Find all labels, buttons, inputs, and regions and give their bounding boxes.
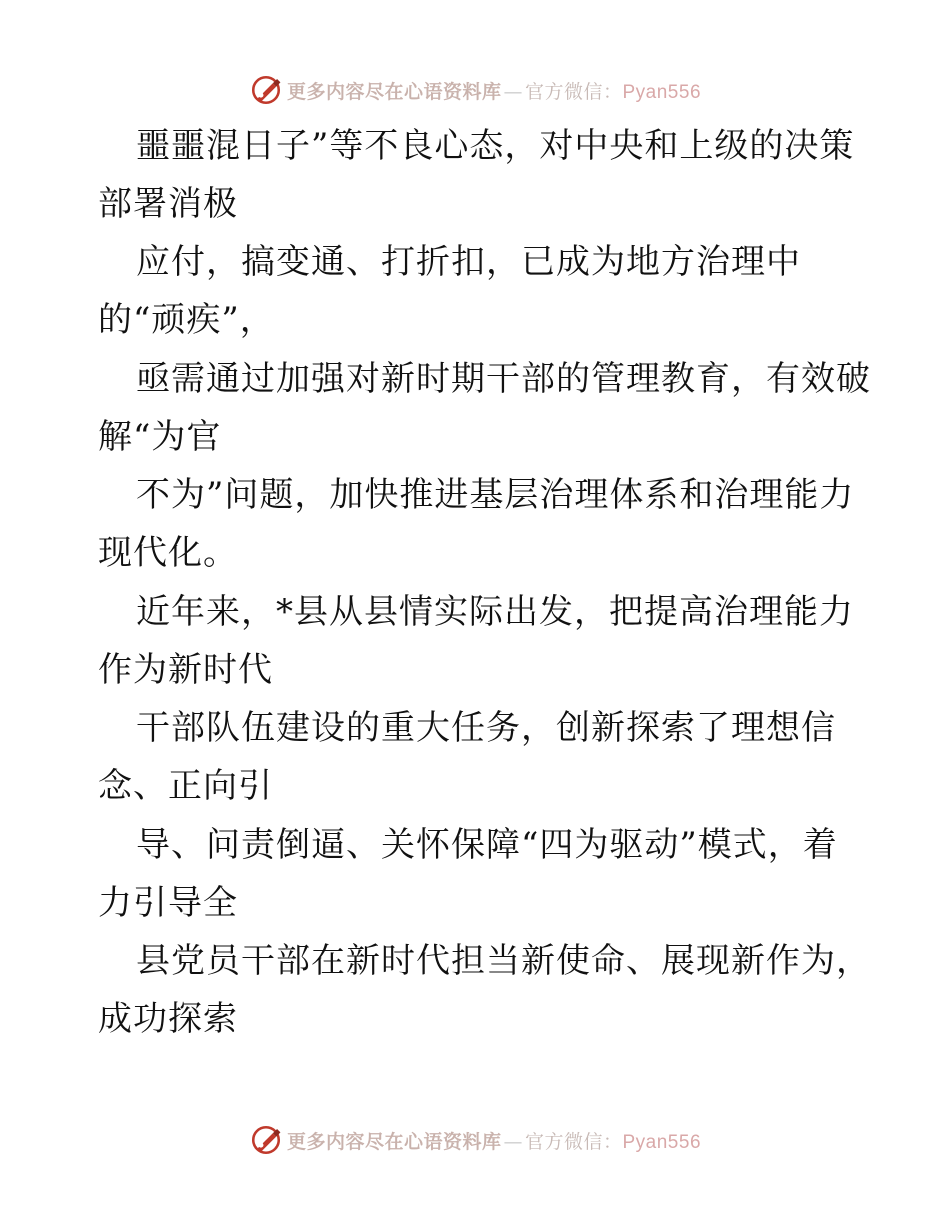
footer-wechat-id: Pyan556 (622, 1131, 702, 1153)
body-line: 力引导全 (98, 883, 238, 923)
pen-logo-icon (249, 1123, 283, 1157)
footer-site-name: 更多内容尽在心语资料库 (286, 1130, 502, 1153)
body-line: 成功探索 (98, 999, 238, 1039)
body-line: 念、正向引 (98, 766, 273, 806)
footer-separator: — (503, 1130, 523, 1153)
body-line: 导、问责倒逼、关怀保障“四为驱动”模式，着 (136, 825, 838, 865)
header-separator: — (503, 80, 523, 103)
header-wechat-label: 官方微信： (524, 80, 623, 103)
body-line: 噩噩混日子”等不良心态，对中央和上级的决策 (136, 126, 855, 166)
body-line: 近年来，*县从县情实际出发，把提高治理能力 (136, 592, 854, 632)
pen-logo-icon (249, 73, 283, 107)
body-line: 应付，搞变通、打折扣，已成为地方治理中 (136, 242, 801, 282)
body-line: 解“为官 (98, 417, 222, 457)
body-line: 的“顽疾”， (98, 300, 275, 340)
header-watermark (0, 70, 950, 110)
body-line: 干部队伍建设的重大任务，创新探索了理想信 (136, 708, 836, 748)
body-line: 部署消极 (98, 184, 238, 224)
header-site-name: 更多内容尽在心语资料库 (286, 80, 502, 103)
header-watermark-text (287, 77, 701, 104)
body-line: 作为新时代 (98, 650, 273, 690)
body-line: 现代化。 (98, 533, 238, 573)
footer-watermark (0, 1120, 950, 1160)
body-line: 不为”问题，加快推进基层治理体系和治理能力 (136, 475, 855, 515)
footer-wechat-label: 官方微信： (524, 1130, 623, 1153)
footer-watermark-text (287, 1127, 701, 1154)
body-line: 县党员干部在新时代担当新使命、展现新作为， (136, 941, 871, 981)
body-line: 亟需通过加强对新时期干部的管理教育，有效破 (136, 359, 871, 399)
header-wechat-id: Pyan556 (622, 81, 702, 103)
